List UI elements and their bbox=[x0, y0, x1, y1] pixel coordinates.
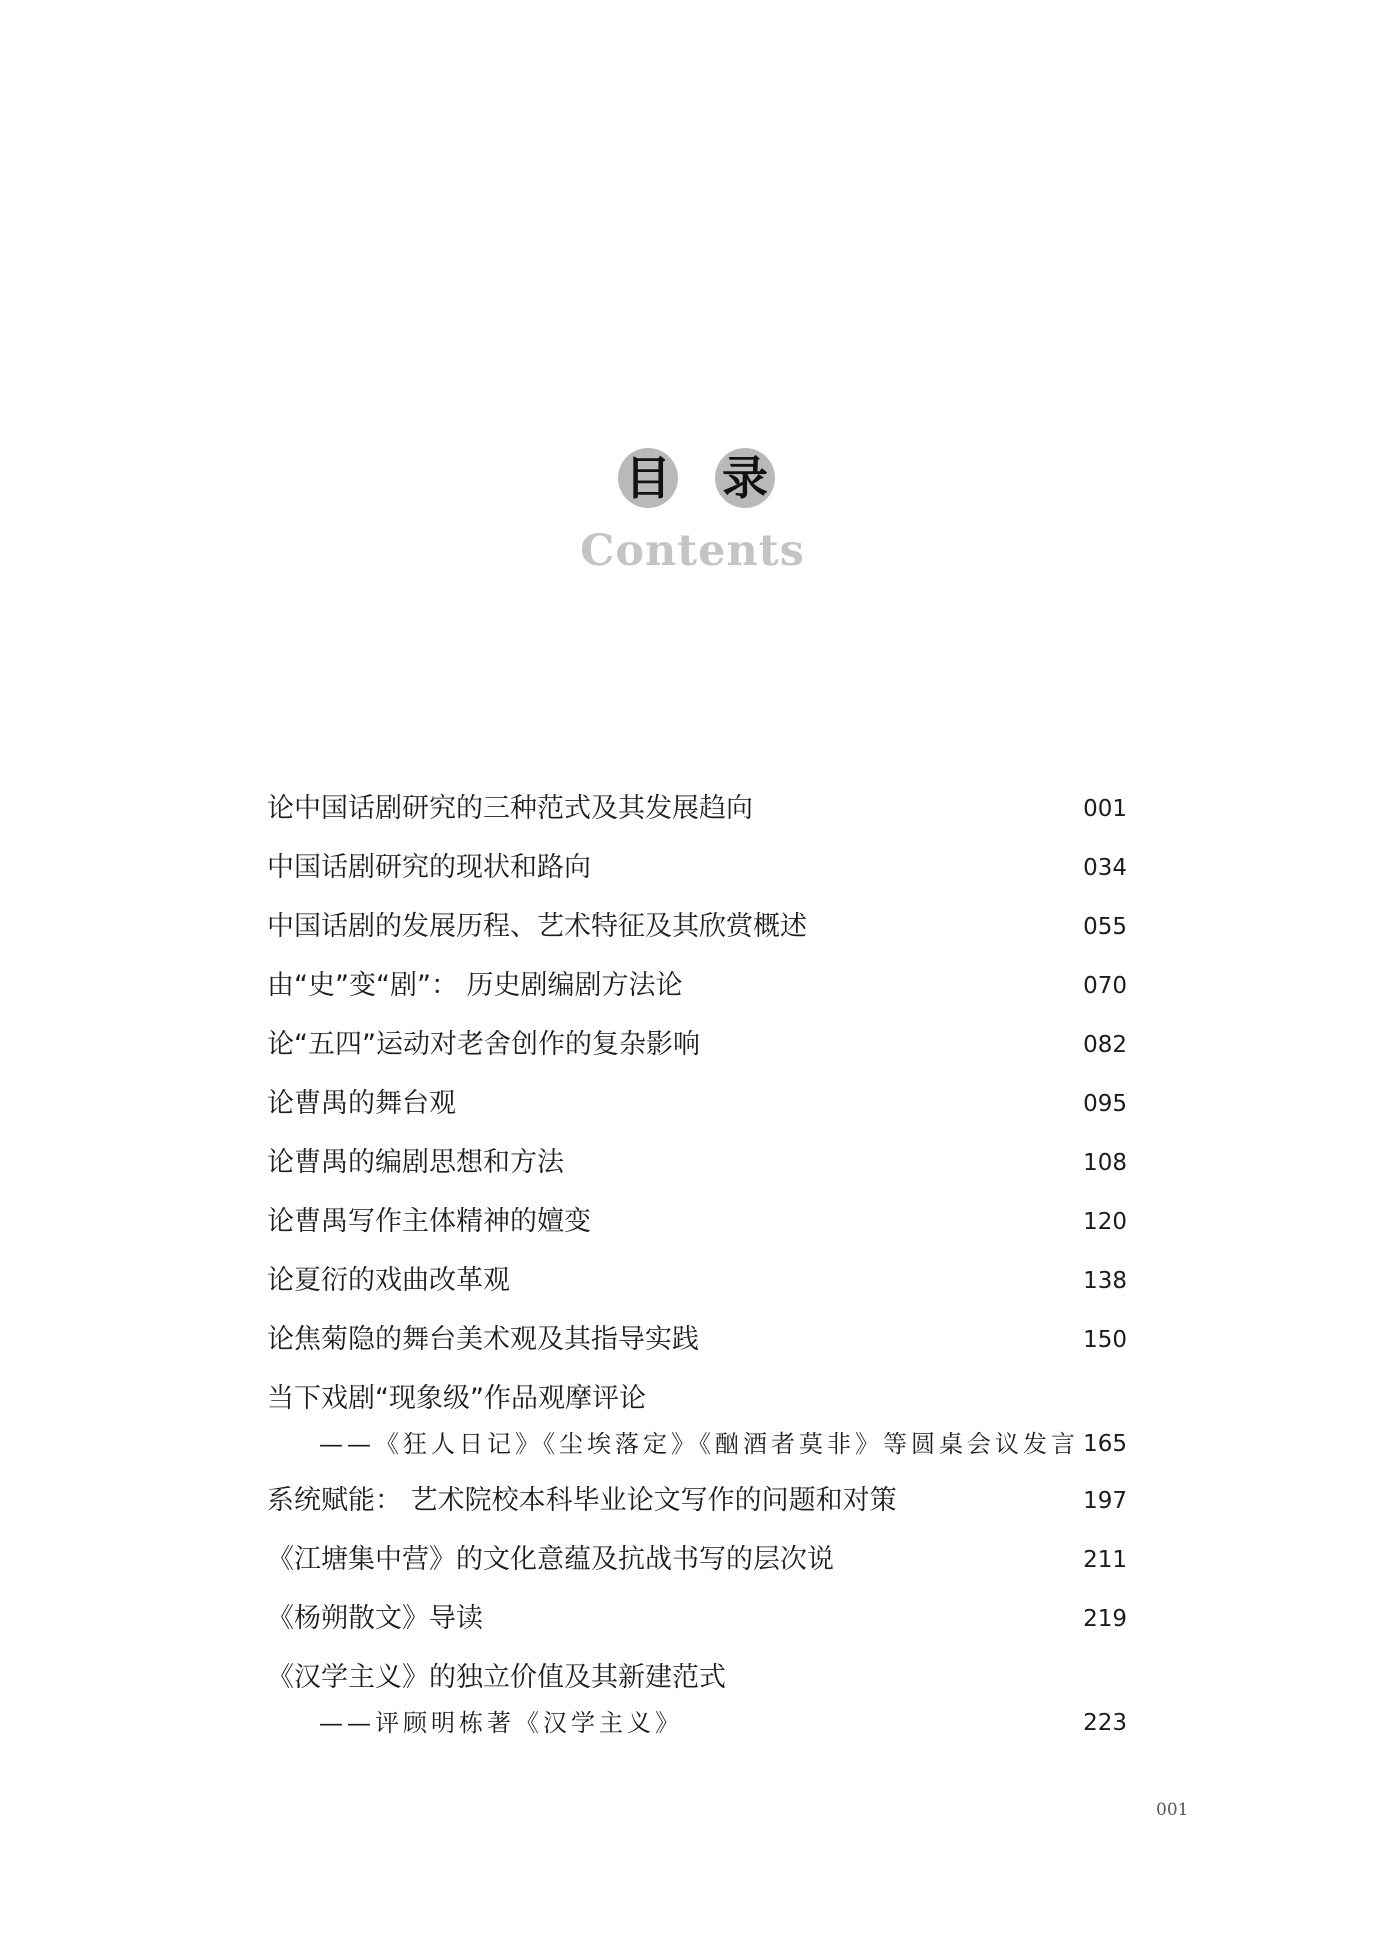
entry-title: 中国话剧的发展历程、艺术特征及其欣赏概述 bbox=[267, 911, 807, 942]
entry-title: 系统赋能： 艺术院校本科毕业论文写作的问题和对策 bbox=[267, 1485, 897, 1516]
toc-entry[interactable] bbox=[267, 1535, 1127, 1594]
entry-page-number: 095 bbox=[1083, 1091, 1127, 1117]
entry-title: 论曹禺的编剧思想和方法 bbox=[267, 1147, 564, 1178]
entry-page-number: 211 bbox=[1083, 1547, 1127, 1573]
entry-page-number: 197 bbox=[1083, 1488, 1127, 1514]
entry-title: 《杨朔散文》导读 bbox=[267, 1603, 483, 1634]
entry-page-number: 034 bbox=[1083, 855, 1127, 881]
heading-char-mu: 目 bbox=[625, 451, 671, 505]
entry-title: 论曹禺写作主体精神的嬗变 bbox=[267, 1206, 591, 1237]
toc-heading bbox=[0, 448, 1385, 576]
entry-page-number: 165 bbox=[1083, 1431, 1127, 1457]
toc-entry[interactable] bbox=[267, 1315, 1127, 1374]
toc-entry[interactable] bbox=[267, 902, 1127, 961]
toc-entry[interactable] bbox=[267, 1653, 1127, 1755]
entry-page-number: 082 bbox=[1083, 1032, 1127, 1058]
toc-entry[interactable] bbox=[267, 1020, 1127, 1079]
entry-page-number: 055 bbox=[1083, 914, 1127, 940]
toc-entry[interactable] bbox=[267, 843, 1127, 902]
toc-entry[interactable] bbox=[267, 1197, 1127, 1256]
entry-page-number: 070 bbox=[1083, 973, 1127, 999]
entry-title: 论“五四”运动对老舍创作的复杂影响 bbox=[267, 1029, 700, 1060]
entry-subtitle: ——《狂人日记》《尘埃落定》《酗酒者莫非》等圆桌会议发言 bbox=[319, 1430, 1079, 1458]
entry-title: 论中国话剧研究的三种范式及其发展趋向 bbox=[267, 793, 753, 824]
entry-page-number: 219 bbox=[1083, 1606, 1127, 1632]
entry-title: 《汉学主义》的独立价值及其新建范式 bbox=[267, 1662, 726, 1693]
toc-entry[interactable] bbox=[267, 1476, 1127, 1535]
entry-page-number: 150 bbox=[1083, 1327, 1127, 1353]
entry-page-number: 138 bbox=[1083, 1268, 1127, 1294]
entry-title: 当下戏剧“现象级”作品观摩评论 bbox=[267, 1383, 646, 1414]
heading-char-circle bbox=[618, 448, 678, 508]
toc-entry[interactable] bbox=[267, 961, 1127, 1020]
heading-english: Contents bbox=[580, 526, 805, 576]
entry-title: 论曹禺的舞台观 bbox=[267, 1088, 456, 1119]
entry-page-number: 108 bbox=[1083, 1150, 1127, 1176]
entry-subtitle: ——评顾明栋著《汉学主义》 bbox=[319, 1709, 683, 1737]
entry-title: 论夏衍的戏曲改革观 bbox=[267, 1265, 510, 1296]
entry-page-number: 223 bbox=[1083, 1710, 1127, 1736]
toc-entry[interactable] bbox=[267, 1256, 1127, 1315]
entry-title: 中国话剧研究的现状和路向 bbox=[267, 852, 591, 883]
page-folio-number: 001 bbox=[1156, 1800, 1189, 1820]
entry-title: 论焦菊隐的舞台美术观及其指导实践 bbox=[267, 1324, 699, 1355]
table-of-contents bbox=[267, 784, 1127, 1755]
heading-char-lu: 录 bbox=[722, 451, 768, 505]
entry-title: 《江塘集中营》的文化意蕴及抗战书写的层次说 bbox=[267, 1544, 834, 1575]
toc-entry[interactable] bbox=[267, 1374, 1127, 1476]
toc-entry[interactable] bbox=[267, 784, 1127, 843]
entry-title: 由“史”变“剧”： 历史剧编剧方法论 bbox=[267, 970, 683, 1001]
toc-entry[interactable] bbox=[267, 1594, 1127, 1653]
toc-entry[interactable] bbox=[267, 1079, 1127, 1138]
heading-char-circle bbox=[715, 448, 775, 508]
entry-page-number: 120 bbox=[1083, 1209, 1127, 1235]
toc-entry[interactable] bbox=[267, 1138, 1127, 1197]
entry-page-number: 001 bbox=[1083, 796, 1127, 822]
